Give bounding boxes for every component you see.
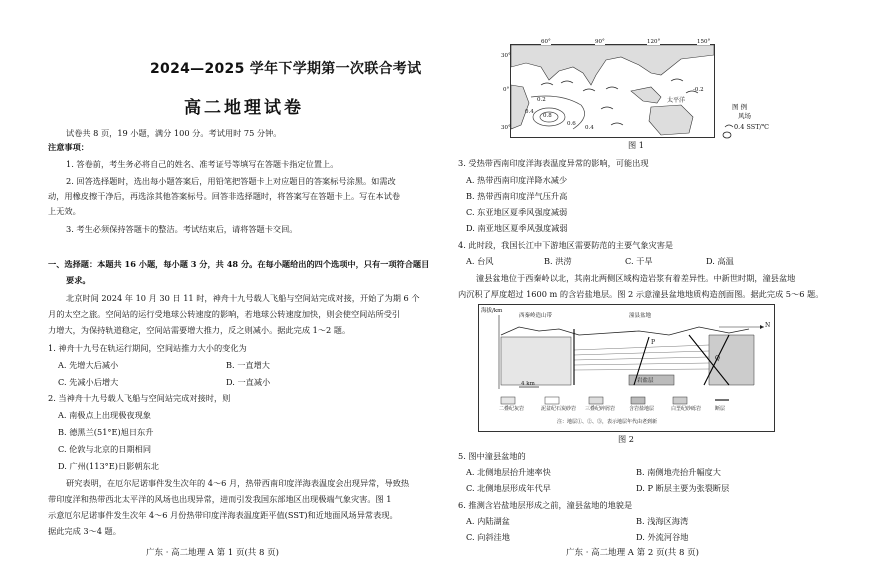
- figure-1-svg: [511, 45, 714, 137]
- scale-label: 4 km: [521, 381, 535, 387]
- q4-option-a[interactable]: A. 台风: [466, 256, 494, 266]
- q6-option-b[interactable]: B. 浅海区海湾: [636, 516, 689, 526]
- lon-label-60: 60°: [541, 39, 551, 45]
- q3-option-a[interactable]: A. 热带西南印度洋降水减少: [466, 175, 568, 185]
- wind-arrow-icon: [724, 114, 734, 120]
- passage-2-line-3: 示意厄尔尼诺事件发生次年 4～6 月份热带印度洋海表温度距平值(SST)和近地面风场异常表现。: [48, 510, 398, 520]
- legend-item: 白垩纪砂砾岩: [671, 406, 702, 412]
- question-3: 3. 受热带西南印度洋海表温度异常的影响，可能出现: [458, 158, 649, 168]
- passage-1-line-3: 力增大，为保持轨道稳定，空间站需要增大推力，反之则减小。据此完成 1～2 题。: [48, 325, 351, 335]
- footer-page-2: 广东 · 高二地理 A 第 2 页(共 8 页): [566, 548, 699, 558]
- figure-1-map: [501, 39, 715, 138]
- sst-value: 0.8: [543, 113, 552, 119]
- fault-p-label: P: [651, 339, 656, 346]
- note-2-line-2: 动，用橡皮擦干净后，再选涂其他答案标号。回答非选择题时，将答案写在答题卡上。写在本试卷: [48, 191, 401, 201]
- paper-title: 高二地理试卷: [184, 98, 304, 118]
- figure-2-section: [478, 304, 775, 432]
- q2-option-a[interactable]: A. 南极点上出现极夜现象: [58, 410, 151, 420]
- passage-1-line-2: 月的太空之旅。空间站的运行受地球公转速度的影响，若地球公转速度加快，则会使空间站所受引: [48, 309, 401, 319]
- y-axis-label: 海拔/km: [481, 308, 503, 314]
- q5-option-d[interactable]: D. P 断层主要为张裂断层: [636, 483, 730, 493]
- notes-heading: 注意事项：: [48, 142, 89, 152]
- lon-label-90: 90°: [595, 39, 605, 45]
- passage-2-line-4: 据此完成 3～4 题。: [48, 526, 121, 536]
- figure-1-legend-wind: 风场: [738, 112, 751, 120]
- lat-label-30s: 30°: [501, 125, 511, 131]
- lat-label-0: 0°: [503, 87, 510, 93]
- legend-item: 断层: [715, 406, 726, 412]
- section-heading-line-2: 要求。: [66, 275, 91, 285]
- fault-q-label: Q: [715, 355, 720, 362]
- q1-option-a[interactable]: A. 先增大后减小: [58, 360, 119, 370]
- q3-option-d[interactable]: D. 南亚地区夏季风强度减弱: [466, 223, 568, 233]
- lon-label-120: 120°: [647, 39, 661, 45]
- note-2-line-3: 上无效。: [48, 206, 81, 216]
- figure-1-legend-heading: 图 例: [732, 103, 748, 111]
- q3-option-c[interactable]: C. 东亚地区夏季风强度减弱: [466, 207, 568, 217]
- legend-item: 泥盆纪石炭砂岩: [541, 406, 577, 412]
- question-1: 1. 神舟十九号在轨运行期间，空间站推力大小的变化为: [48, 343, 247, 353]
- right-region-label: 潼县盆地: [629, 313, 652, 319]
- q6-option-c[interactable]: C. 向斜洼地: [466, 532, 510, 542]
- left-region-label: 西秦岭造山带: [519, 313, 553, 319]
- north-label: N: [765, 322, 771, 329]
- figure-1-caption: 图 1: [628, 140, 644, 150]
- sst-value: -0.2: [693, 87, 704, 93]
- q3-option-b[interactable]: B. 热带西南印度洋气压升高: [466, 191, 568, 201]
- section-heading-line-1: 一、选择题：本题共 16 小题，每小题 3 分，共 48 分。在每小题给出的四个选项中，只有一项符合题目: [48, 259, 430, 269]
- passage-2-line-2: 带印度洋和热带西北太平洋的风场也出现异常，进而引发我国东部地区出现极端气象灾害。图 1: [48, 494, 392, 504]
- ocean-label: 太平洋: [667, 97, 686, 104]
- exam-info: 试卷共 8 页，19 小题，满分 100 分。考试用时 75 分钟。: [66, 128, 282, 138]
- passage-3-line-2: 内沉积了厚度超过 1600 m 的含岩盐地层。图 2 示意潼县盆地地质构造剖面图。据此完成 5～6 题。: [458, 289, 824, 299]
- sst-contour-icon: [722, 124, 732, 132]
- figure-2-note: 注：地层①、②、③，表示地层年代由老到新: [557, 419, 658, 425]
- q1-option-c[interactable]: C. 先减小后增大: [58, 377, 119, 387]
- q4-option-c[interactable]: C. 干旱: [625, 256, 653, 266]
- note-3: 3. 考生必须保持答题卡的整洁。考试结束后，请将答题卡交回。: [66, 224, 298, 234]
- exam-title: 2024—2025 学年下学期第一次联合考试: [150, 61, 422, 77]
- lat-label-30n: 30°: [501, 53, 511, 59]
- sst-value: 0.4: [585, 125, 594, 131]
- question-2: 2. 当神舟十九号载人飞船与空间站完成对接时，则: [48, 393, 231, 403]
- q1-option-b[interactable]: B. 一直增大: [226, 360, 270, 370]
- q4-option-b[interactable]: B. 洪涝: [544, 256, 572, 266]
- footer-page-1: 广东 · 高二地理 A 第 1 页(共 8 页): [146, 548, 279, 558]
- legend-item: 含岩盐地层: [629, 406, 655, 412]
- q5-option-a[interactable]: A. 北侧地层抬升速率快: [466, 467, 551, 477]
- rock-salt-label: 岩盐层: [637, 378, 654, 384]
- sst-value: 0.4: [525, 109, 534, 115]
- figure-2-svg: [479, 305, 774, 431]
- q6-option-d[interactable]: D. 外流河谷地: [636, 532, 689, 542]
- figure-2-caption: 图 2: [618, 434, 634, 444]
- legend-item: 二叠纪灰岩: [499, 406, 525, 412]
- q1-option-d[interactable]: D. 一直减小: [226, 377, 271, 387]
- question-6: 6. 推测含岩盐地层形成之前，潼县盆地的地貌是: [458, 500, 633, 510]
- figure-1-legend-sst: 0.4 SST/℃: [734, 123, 769, 131]
- sst-value: 0.6: [567, 121, 576, 127]
- question-4: 4. 此时段，我国长江中下游地区需要防范的主要气象灾害是: [458, 240, 674, 250]
- q2-option-c[interactable]: C. 伦敦与北京的日期相同: [58, 444, 152, 454]
- note-1: 1. 答卷前，考生务必将自己的姓名、准考证号等填写在答题卡指定位置上。: [66, 159, 339, 169]
- q6-option-a[interactable]: A. 内陆湖盆: [466, 516, 510, 526]
- q2-option-d[interactable]: D. 广州(113°E)日影朝东北: [58, 461, 159, 471]
- passage-3-line-1: 潼县盆地位于西秦岭以北，其南北两侧区域构造岩浆有着差异性。中新世时期，潼县盆地: [476, 273, 796, 283]
- q5-option-b[interactable]: B. 南侧地壳抬升幅度大: [636, 467, 721, 477]
- passage-2-line-1: 研究表明，在厄尔尼诺事件发生次年的 4～6 月，热带西南印度洋海表温度会出现异常，导致热: [66, 478, 410, 488]
- q4-option-d[interactable]: D. 高温: [706, 256, 734, 266]
- q2-option-b[interactable]: B. 德黑兰(51°E)旭日东升: [58, 427, 154, 437]
- lon-label-150: 150°: [697, 39, 711, 45]
- note-2-line-1: 2. 回答选择题时，选出每小题答案后，用铅笔把答题卡上对应题目的答案标号涂黑。如需改: [66, 176, 396, 186]
- passage-1-line-1: 北京时间 2024 年 10 月 30 日 11 时，神舟十九号载人飞船与空间站完成对接，开始了为期 6 个: [66, 293, 420, 303]
- legend-item: 三叠纪碎屑岩: [585, 406, 616, 412]
- question-5: 5. 图中潼县盆地的: [458, 451, 526, 461]
- q5-option-c[interactable]: C. 北侧地层形成年代早: [466, 483, 551, 493]
- sst-value: 0.2: [537, 97, 546, 103]
